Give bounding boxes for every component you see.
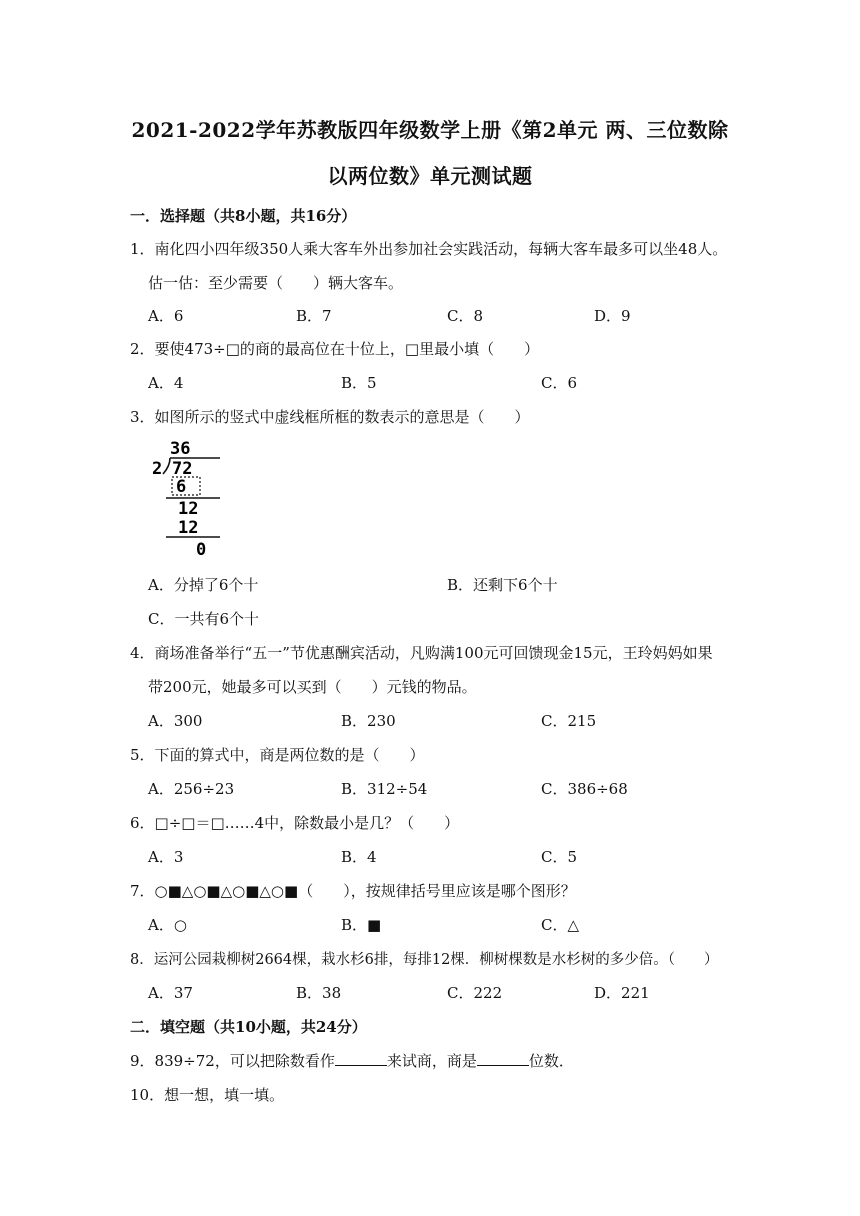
worksheet-title-line2: 以两位数》单元测试题 (327, 164, 533, 188)
question-7-option-a: A．○ (148, 916, 187, 934)
question-4-text: 4．商场准备举行“五一”节优惠酬宾活动，凡购满100元可回馈现金15元，王玲妈妈如果 (130, 644, 713, 662)
question-5-option-a: A．256÷23 (148, 780, 235, 798)
question-8-option-d: D．221 (594, 984, 650, 1002)
question-1-option-b: B．7 (296, 307, 332, 325)
division-dividend: 72 (172, 459, 193, 479)
question-1-text: 1．南化四小四年级350人乘大客车外出参加社会实践活动，每辆大客车最多可以坐48人。 (130, 240, 728, 258)
question-9-part2: 来试商，商是 (386, 1052, 477, 1070)
question-4-option-b: B．230 (341, 712, 396, 730)
question-5-text: 5．下面的算式中，商是两位数的是（ ） (130, 746, 425, 764)
question-3-option-c: C．一共有6个十 (148, 610, 260, 628)
division-step1: 6 (176, 477, 187, 497)
question-1-option-c: C．8 (447, 307, 484, 325)
section-fill-heading: 二．填空题（共10小题，共24分） (130, 1018, 367, 1036)
question-5-option-c: C．386÷68 (541, 780, 628, 798)
question-2-option-c: C．6 (541, 374, 578, 392)
question-2-text: 2．要使473÷□的商的最高位在十位上，□里最小填（ ） (130, 340, 540, 358)
question-2-option-b: B．5 (341, 374, 377, 392)
question-3-text: 3．如图所示的竖式中虚线框所框的数表示的意思是（ ） (130, 408, 530, 426)
question-6-option-c: C．5 (541, 848, 578, 866)
question-10-text: 10．想一想，填一填。 (130, 1086, 285, 1104)
question-7-option-c: C．△ (541, 916, 580, 934)
question-4-option-c: C．215 (541, 712, 597, 730)
division-divisor: 2 (152, 459, 163, 479)
question-7-option-b: B．■ (341, 916, 382, 934)
question-3-option-b: B．还剩下6个十 (447, 576, 558, 594)
question-9-part1: 9．839÷72，可以把除数看作 (130, 1052, 335, 1070)
question-4-option-a: A．300 (148, 712, 203, 730)
division-step2: 12 (178, 499, 199, 519)
question-8-option-c: C．222 (447, 984, 503, 1002)
section-choice-heading: 一．选择题（共8小题，共16分） (130, 207, 357, 225)
question-9-part3: 位数． (528, 1052, 574, 1070)
question-8-text: 8．运河公园栽柳树2664棵，栽水杉6排，每排12棵．柳树棵数是水杉树的多少倍。（ ） (130, 952, 719, 968)
division-quotient: 36 (170, 439, 191, 459)
question-3-option-a: A．分掉了6个十 (148, 576, 259, 594)
worksheet-title-line1: 2021-2022学年苏教版四年级数学上册《第2单元 两、三位数除 (131, 118, 729, 142)
question-5-option-b: B．312÷54 (341, 780, 428, 798)
question-6-option-a: A．3 (148, 848, 184, 866)
division-step3: 12 (178, 518, 199, 538)
question-8-option-a: A．37 (148, 984, 193, 1002)
question-7-text: 7．○■△○■△○■△○■（ ），按规律括号里应该是哪个图形？ (130, 882, 576, 900)
question-1-text-cont: 估一估：至少需要（ ）辆大客车。 (148, 274, 404, 292)
question-1-option-d: D．9 (594, 307, 631, 325)
question-4-text-cont: 带200元，她最多可以买到（ ）元钱的物品。 (148, 678, 477, 696)
question-9-text (130, 1050, 574, 1071)
question-9-blank-2[interactable] (477, 1051, 529, 1066)
question-6-option-b: B．4 (341, 848, 377, 866)
long-division-figure (148, 436, 238, 562)
question-2-option-a: A．4 (148, 374, 184, 392)
question-9-blank-1[interactable] (335, 1051, 387, 1066)
division-remainder: 0 (196, 540, 207, 560)
question-6-text: 6．□÷□＝□……4中，除数最小是几？（ ） (130, 814, 460, 832)
question-1-option-a: A．6 (148, 307, 184, 325)
question-8-option-b: B．38 (296, 984, 342, 1002)
